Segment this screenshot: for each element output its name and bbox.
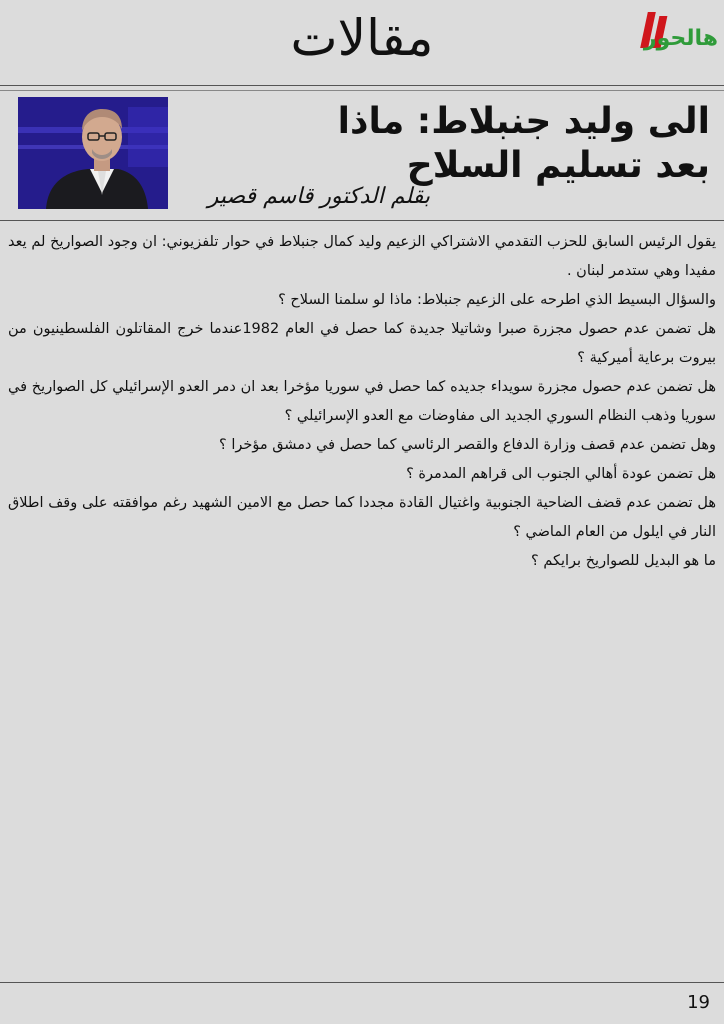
article-paragraph: ما هو البديل للصواريخ برايكم ؟: [531, 553, 716, 569]
header-divider-secondary: [0, 90, 724, 91]
article-title: [270, 100, 710, 188]
section-title: مقالات: [290, 9, 434, 67]
header-divider: [0, 85, 724, 86]
logo-text: هالحور: [643, 26, 718, 51]
article-paragraph: هل تضمن عودة أهالي الجنوب الى قراهم المدمرة ؟: [406, 466, 716, 482]
article-paragraph: يقول الرئيس السابق للحزب التقدمي الاشتراكي الزعيم وليد كمال جنبلاط في حوار تلفزيوني: ان وجود الصواريخ لم يعد مفيدا وهي ستدمر لبنان .: [8, 234, 716, 279]
article-paragraph: هل تضمن عدم قضف الضاحية الجنوبية واغتيال القادة مجددا كما حصل مع الامين الشهيد رغم موافقته على وقف اطلاق النار في ايلول من العام الماضي ؟: [8, 495, 716, 540]
article-title-line2: بعد تسليم السلاح: [406, 145, 710, 186]
author-byline: بقلم الدكتور قاسم قصير: [207, 184, 430, 209]
article-paragraph: هل تضمن عدم حصول مجزرة سويداء جديده كما حصل في سوريا مؤخرا بعد ان دمر العدو الإسرائيلي كل الصواريخ في سوريا وذهب النظام السوري الجديد الى مفاوضات مع العدو الإسرائيلي ؟: [8, 379, 716, 424]
article-paragraph: هل تضمن عدم حصول مجزرة صبرا وشاتيلا جديدة كما حصل في العام 1982عندما خرج المقاتلون الفلسطينيون من بيروت برعاية أميركية ؟: [8, 321, 717, 366]
article-paragraph: والسؤال البسيط الذي اطرحه على الزعيم جنبلاط: ماذا لو سلمنا السلاح ؟: [278, 292, 716, 308]
article-title-line1: الى وليد جنبلاط: ماذا: [337, 101, 710, 142]
author-photo: [18, 97, 168, 209]
footer-divider: [0, 982, 724, 983]
article-body: [8, 228, 716, 576]
title-divider: [0, 220, 724, 221]
article-paragraph: وهل تضمن عدم قصف وزارة الدفاع والقصر الرئاسي كما حصل في دمشق مؤخرا ؟: [219, 437, 716, 453]
magazine-logo: [614, 8, 718, 52]
page-number: 19: [687, 992, 710, 1013]
